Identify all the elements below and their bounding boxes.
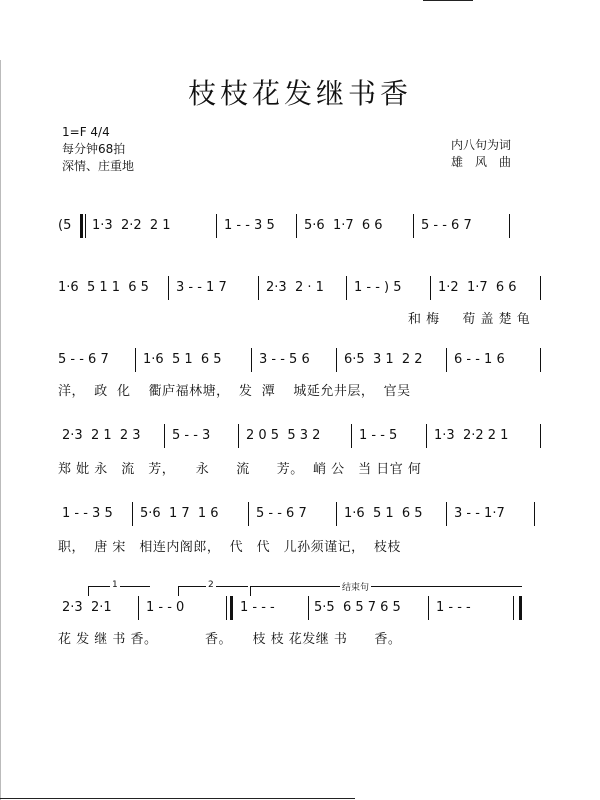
lyric-line-4: 郑 妣 永 流 芳， 永 流 芳。 峭 公 当 日官 何 (58, 462, 422, 477)
barline (85, 214, 86, 238)
measure: 5 - - 6 7 (256, 506, 307, 521)
measure: 1 - - 0 (146, 600, 185, 615)
score-line-1 (58, 214, 542, 238)
barline (509, 214, 510, 238)
measure: 3 - - 1 7 (176, 280, 227, 295)
measure: 1 - - 5 (359, 428, 398, 443)
barline (164, 424, 165, 448)
barline (336, 502, 337, 526)
lyric-line-6: 花 发 继 书 香。 香。 枝 枝 花发继 书 香。 (58, 632, 402, 647)
key-signature: 1=F 4/4 (62, 125, 110, 139)
measure: 1·2 1·7 6 6 (438, 280, 517, 295)
barline (426, 424, 427, 448)
first-ending-label: 1 (112, 580, 118, 590)
second-ending-label: 2 (208, 580, 214, 590)
lyricist-credit: 内八句为词 (451, 138, 512, 152)
measure: 1·6 5 1 6 5 (143, 352, 222, 367)
barline (251, 348, 252, 372)
credits (451, 137, 511, 171)
measure: 1 - - 3 5 (62, 506, 113, 521)
measure: 1 - - - (240, 600, 275, 615)
barline (258, 276, 259, 300)
frame-line-left (0, 60, 1, 800)
barline (296, 214, 297, 238)
barline (540, 276, 541, 300)
measure: 1·6 5 1 6 5 (344, 506, 423, 521)
barline (135, 348, 136, 372)
barline (248, 502, 249, 526)
measure: 5 - - 3 (172, 428, 211, 443)
song-title: 枝枝花发继书香 (187, 77, 412, 110)
measure: 3 - - 5 6 (259, 352, 310, 367)
repeat-bar (80, 214, 83, 238)
barline (428, 596, 429, 620)
measure: 1 - - 3 5 (224, 218, 275, 233)
barline (168, 276, 169, 300)
measure: 2·3 2 1 2 3 (62, 428, 141, 443)
measure: 1·6 5 1 1 6 5 (58, 280, 149, 295)
barline (351, 424, 352, 448)
barline (413, 214, 414, 238)
score-line-4 (58, 424, 542, 448)
measure: 1 - - - (436, 600, 471, 615)
measure: 1·3 2·2 2 1 (434, 428, 509, 443)
frame-line-top (423, 0, 473, 1)
lyric-line-5: 职， 唐 宋 相连内阁郎， 代 代 儿孙须谨记， 枝枝 (58, 540, 401, 555)
measure: 5 - - 6 7 (421, 218, 472, 233)
lyric-line-3: 洋， 政 化 衢庐福林塘， 发 潭 城延允井层， 官吴 (58, 384, 411, 399)
barline (534, 502, 535, 526)
measure: 1 - - ) 5 (354, 280, 402, 295)
measure: 1·3 2·2 2 1 (92, 218, 171, 233)
barline (446, 348, 447, 372)
barline (308, 596, 309, 620)
lyric-line-2: 和 梅 荀 盖 楚 龟 (408, 312, 531, 327)
tempo-mark: 每分钟68拍 (62, 142, 126, 156)
barline (446, 502, 447, 526)
score-line-2 (58, 276, 542, 300)
composer-credit: 雄 风 曲 (451, 155, 512, 169)
measure: 5·6 1·7 6 6 (304, 218, 383, 233)
measure: 5 - - 6 7 (58, 352, 109, 367)
measure: 6 - - 1 6 (454, 352, 505, 367)
barline (138, 596, 139, 620)
measure: 2 0 5 5 3 2 (246, 428, 321, 443)
measure: 2·3 2·1 (62, 600, 112, 615)
barline (238, 424, 239, 448)
barline (346, 276, 347, 300)
frame-line-bottom (0, 798, 355, 799)
barline (540, 348, 541, 372)
measure: 3 - - 1·7 (454, 506, 505, 521)
score-line-3 (58, 348, 542, 372)
barline (430, 276, 431, 300)
repeat-end-bar (226, 596, 227, 620)
final-bar-thin (513, 596, 514, 620)
measure: 2·3 2 · 1 (266, 280, 324, 295)
measure: 5·6 1 7 1 6 (140, 506, 219, 521)
score-line-6 (58, 596, 542, 620)
score-line-5 (58, 502, 542, 526)
expression-mark: 深情、庄重地 (62, 159, 135, 173)
tempo-info (62, 124, 134, 175)
final-bar-thick (519, 596, 522, 620)
barline (132, 502, 133, 526)
measure: 5·5 6 5 7 6 5 (314, 600, 401, 615)
coda-label: 结束句 (340, 580, 371, 593)
barline (216, 214, 217, 238)
barline (540, 424, 541, 448)
barline (336, 348, 337, 372)
repeat-end-bar-thick (230, 596, 233, 620)
measure: 6·5 3 1 2 2 (344, 352, 423, 367)
measure: (5 (58, 218, 72, 233)
